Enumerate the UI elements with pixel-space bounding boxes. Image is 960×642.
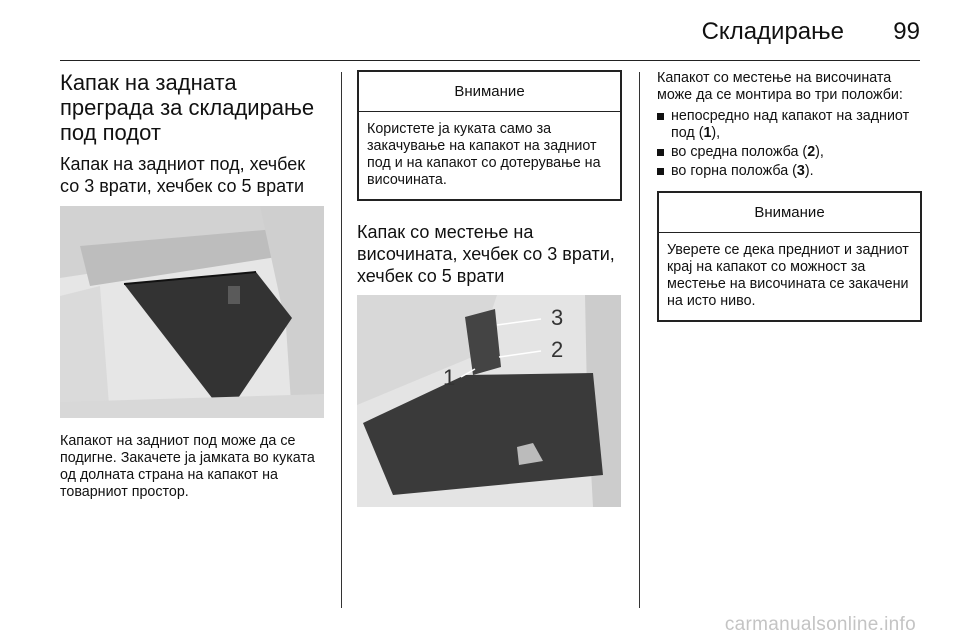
attention-note: [357, 70, 622, 201]
section-subheading: Капак со местење на височината, хечбек со 3 врати, хечбек со 5 врати: [357, 222, 615, 286]
list-item: во средна положба (2),: [657, 144, 922, 161]
positions-list: [657, 108, 922, 180]
watermark: carmanualsonline.info: [724, 614, 916, 635]
section-subheading: Капак на задниот под, хечбек со 3 врати, хечбек со 5 врати: [60, 154, 306, 196]
note-text: Уверете се дека предниот и задниот крај на капакот со можност за местење на височината се закачени на исто ниво.: [667, 242, 909, 309]
note-title: Внимание: [659, 193, 920, 233]
callout-label: 1: [443, 365, 456, 390]
note-title: Внимание: [359, 72, 620, 112]
trunk-floor-cover-illustration: [60, 206, 324, 418]
height-adjustable-cover-illustration: [357, 295, 621, 507]
figure-caption: Капакот на задниот под може да се подигне. Закачете ја јамката во куката од долната страна на капакот на товарниот простор.: [60, 433, 315, 500]
column-divider: [639, 72, 640, 608]
list-item: во горна положба (3).: [657, 163, 922, 180]
figure-trunk-floor-cover: [60, 206, 324, 418]
note-text: Користете ја куката само за закачување на капакот на задниот под и на капакот со дотерување на височината.: [367, 121, 601, 188]
page-number: 99: [893, 18, 920, 45]
column-right: [657, 70, 922, 322]
callout-label: 3: [551, 305, 564, 330]
column-divider: [341, 72, 342, 608]
header-divider: [60, 60, 920, 61]
callout-label: 2: [551, 337, 564, 362]
chapter-title: Складирање: [701, 18, 844, 45]
bullet-square-icon: [657, 149, 664, 156]
bullet-square-icon: [657, 168, 664, 175]
figure-height-adjustable-cover: [357, 295, 621, 507]
positions-intro: Капакот со местење на височината може да се монтира во три положби:: [657, 70, 903, 103]
column-middle: [357, 70, 622, 507]
section-heading: Капак на задната преграда за складирање под подот: [60, 70, 315, 145]
attention-note: [657, 191, 922, 322]
column-left: [60, 70, 325, 501]
list-item: непосредно над капакот на задниот под (1),: [657, 108, 922, 142]
bullet-square-icon: [657, 113, 664, 120]
